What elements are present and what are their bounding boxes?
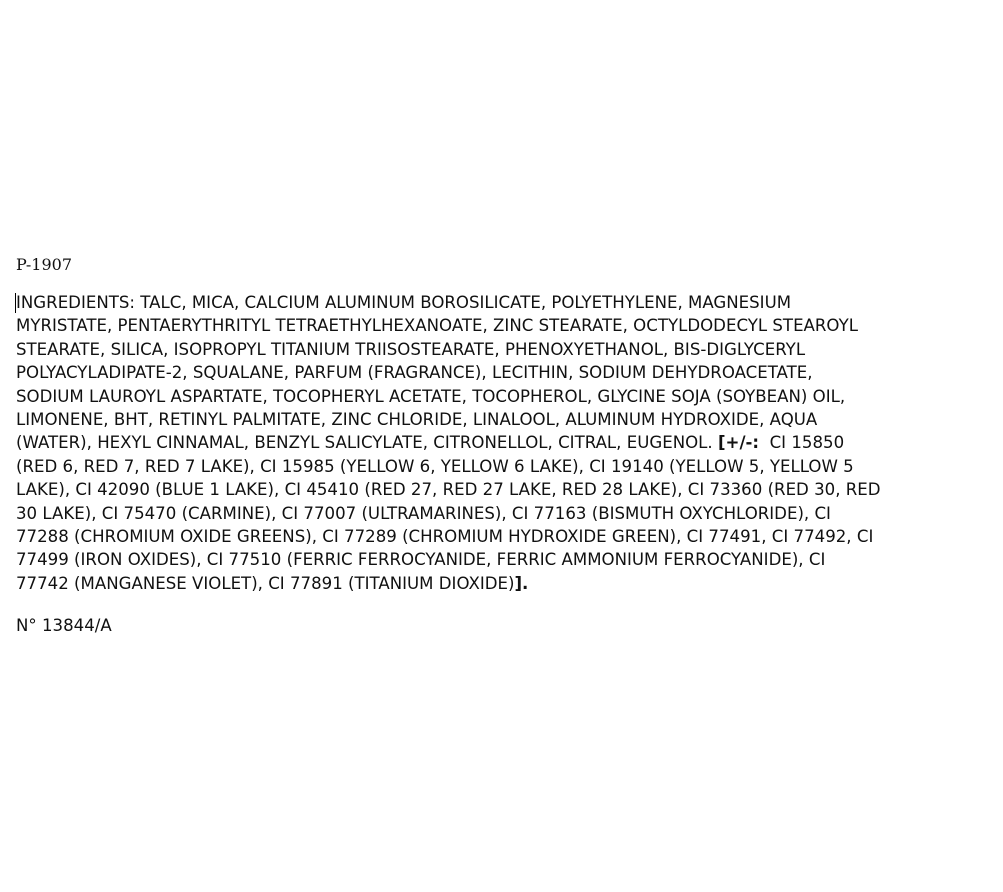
ingredients-line: 30 LAKE), CI 75470 (CARMINE), CI 77007 (ULTRAMARINES), CI 77163 (BISMUTH OXYCHLORIDE), CI <box>16 503 831 523</box>
ingredients-paragraph <box>16 291 996 595</box>
closing-bracket: ]. <box>514 573 529 593</box>
ingredients-line: 77742 (MANGANESE VIOLET), CI 77891 (TITANIUM DIOXIDE)]. <box>16 573 529 593</box>
may-contain-marker: [+/-: <box>717 433 760 453</box>
ingredients-line: LIMONENE, BHT, RETINYL PALMITATE, ZINC CHLORIDE, LINALOOL, ALUMINUM HYDROXIDE, AQUA <box>16 410 818 430</box>
ingredients-line: (WATER), HEXYL CINNAMAL, BENZYL SALICYLATE, CITRONELLOL, CITRAL, EUGENOL. [+/-: CI 15850 <box>16 433 845 453</box>
ingredients-line: SODIUM LAUROYL ASPARTATE, TOCOPHERYL ACETATE, TOCOPHEROL, GLYCINE SOJA (SOYBEAN) OIL, <box>16 386 846 406</box>
ingredients-line: INGREDIENTS: TALC, MICA, CALCIUM ALUMINUM BOROSILICATE, POLYETHYLENE, MAGNESIUM <box>16 291 996 314</box>
formula-number: N° 13844/A <box>16 616 112 635</box>
reference-code: P-1907 <box>16 255 73 274</box>
ingredients-line: LAKE), CI 42090 (BLUE 1 LAKE), CI 45410 (RED 27, RED 27 LAKE, RED 28 LAKE), CI 73360 (RED 30, RED <box>16 480 881 500</box>
ingredients-line: 77288 (CHROMIUM OXIDE GREENS), CI 77289 (CHROMIUM HYDROXIDE GREEN), CI 77491, CI 77492, CI <box>16 527 874 547</box>
ingredients-line: MYRISTATE, PENTAERYTHRITYL TETRAETHYLHEXANOATE, ZINC STEARATE, OCTYLDODECYL STEAROYL <box>16 316 858 336</box>
ingredients-line: POLYACYLADIPATE-2, SQUALANE, PARFUM (FRAGRANCE), LECITHIN, SODIUM DEHYDROACETATE, <box>16 363 813 383</box>
ingredients-line: STEARATE, SILICA, ISOPROPYL TITANIUM TRIISOSTEARATE, PHENOXYETHANOL, BIS-DIGLYCERYL <box>16 339 806 359</box>
ingredients-line: (RED 6, RED 7, RED 7 LAKE), CI 15985 (YELLOW 6, YELLOW 6 LAKE), CI 19140 (YELLOW 5, YELLOW 5 <box>16 456 854 476</box>
ingredients-line: 77499 (IRON OXIDES), CI 77510 (FERRIC FERROCYANIDE, FERRIC AMMONIUM FERROCYANIDE), CI <box>16 550 826 570</box>
